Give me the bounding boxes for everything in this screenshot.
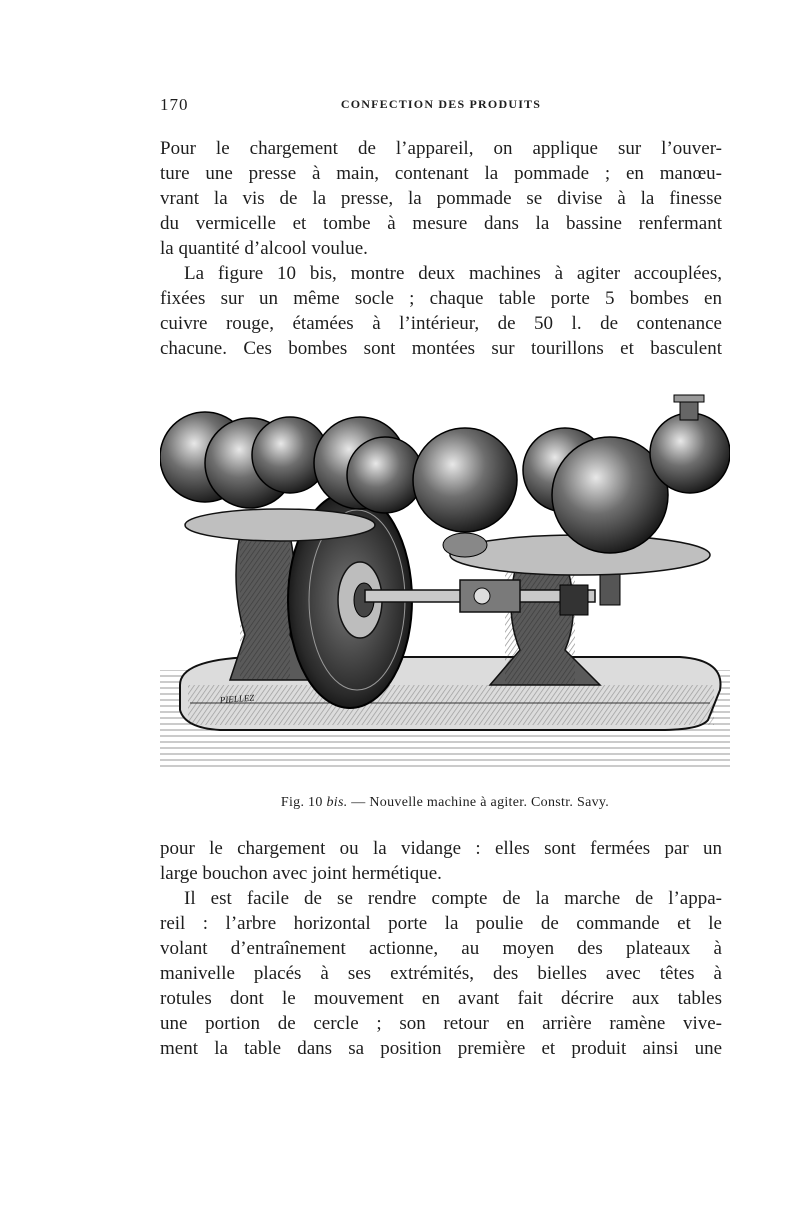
text-line: reil : l’arbre horizontal porte la poulie de commande et le (160, 913, 722, 934)
paragraph-operation (160, 886, 722, 1061)
figure-agitating-machine (160, 385, 730, 785)
caption-rest: — Nouvelle machine à agiter. Constr. Savy. (347, 795, 610, 810)
text-line: large bouchon avec joint hermétique. (160, 863, 442, 884)
text-line: une portion de cercle ; son retour en arrière ramène vive- (160, 1013, 722, 1034)
paragraph-loading (160, 136, 722, 261)
figure-caption (160, 795, 730, 811)
paragraph-bombs (160, 836, 722, 886)
left-table (185, 509, 375, 541)
text-line: ture une presse à main, contenant la pommade ; en manœu- (160, 163, 722, 184)
page-number: 170 (160, 95, 189, 114)
text-line: ment la table dans sa position première et produit ainsi une (160, 1038, 722, 1059)
text-line: manivelle placés à ses extrémités, des bielles avec têtes à (160, 963, 722, 984)
engraver-signature: PIELLEZ (219, 692, 255, 705)
text-line: la quantité d’alcool voulue. (160, 238, 368, 259)
text-line: chacune. Ces bombes sont montées sur tourillons et basculent (160, 338, 722, 359)
caption-prefix: Fig. 10 (280, 795, 327, 810)
running-title: CONFECTION DES PRODUITS (340, 97, 542, 111)
caption-italic: bis. (326, 795, 348, 810)
text-line: cuivre rouge, étamées à l’intérieur, de 50 l. de contenance (160, 313, 722, 334)
engraving-illustration (160, 385, 730, 785)
text-line: Il est facile de se rendre compte de la marche de l’appa- (184, 888, 722, 909)
text-line: volant d’entraînement actionne, au moyen des plateaux à (160, 938, 722, 959)
text-line: rotules dont le mouvement en avant fait décrire aux tables (160, 988, 722, 1009)
text-line: fixées sur un même socle ; chaque table porte 5 bombes en (160, 288, 722, 309)
text-line: Pour le chargement de l’appareil, on applique sur l’ouver- (160, 138, 722, 159)
paragraph-figure-intro (160, 261, 722, 361)
text-line: pour le chargement ou la vidange : elles sont fermées par un (160, 838, 722, 859)
page-header (160, 95, 722, 117)
text-line: vrant la vis de la presse, la pommade se divise à la finesse (160, 188, 722, 209)
text-line: La figure 10 bis, montre deux machines à agiter accouplées, (184, 263, 722, 284)
text-line: du vermicelle et tombe à mesure dans la bassine renfermant (160, 213, 722, 234)
